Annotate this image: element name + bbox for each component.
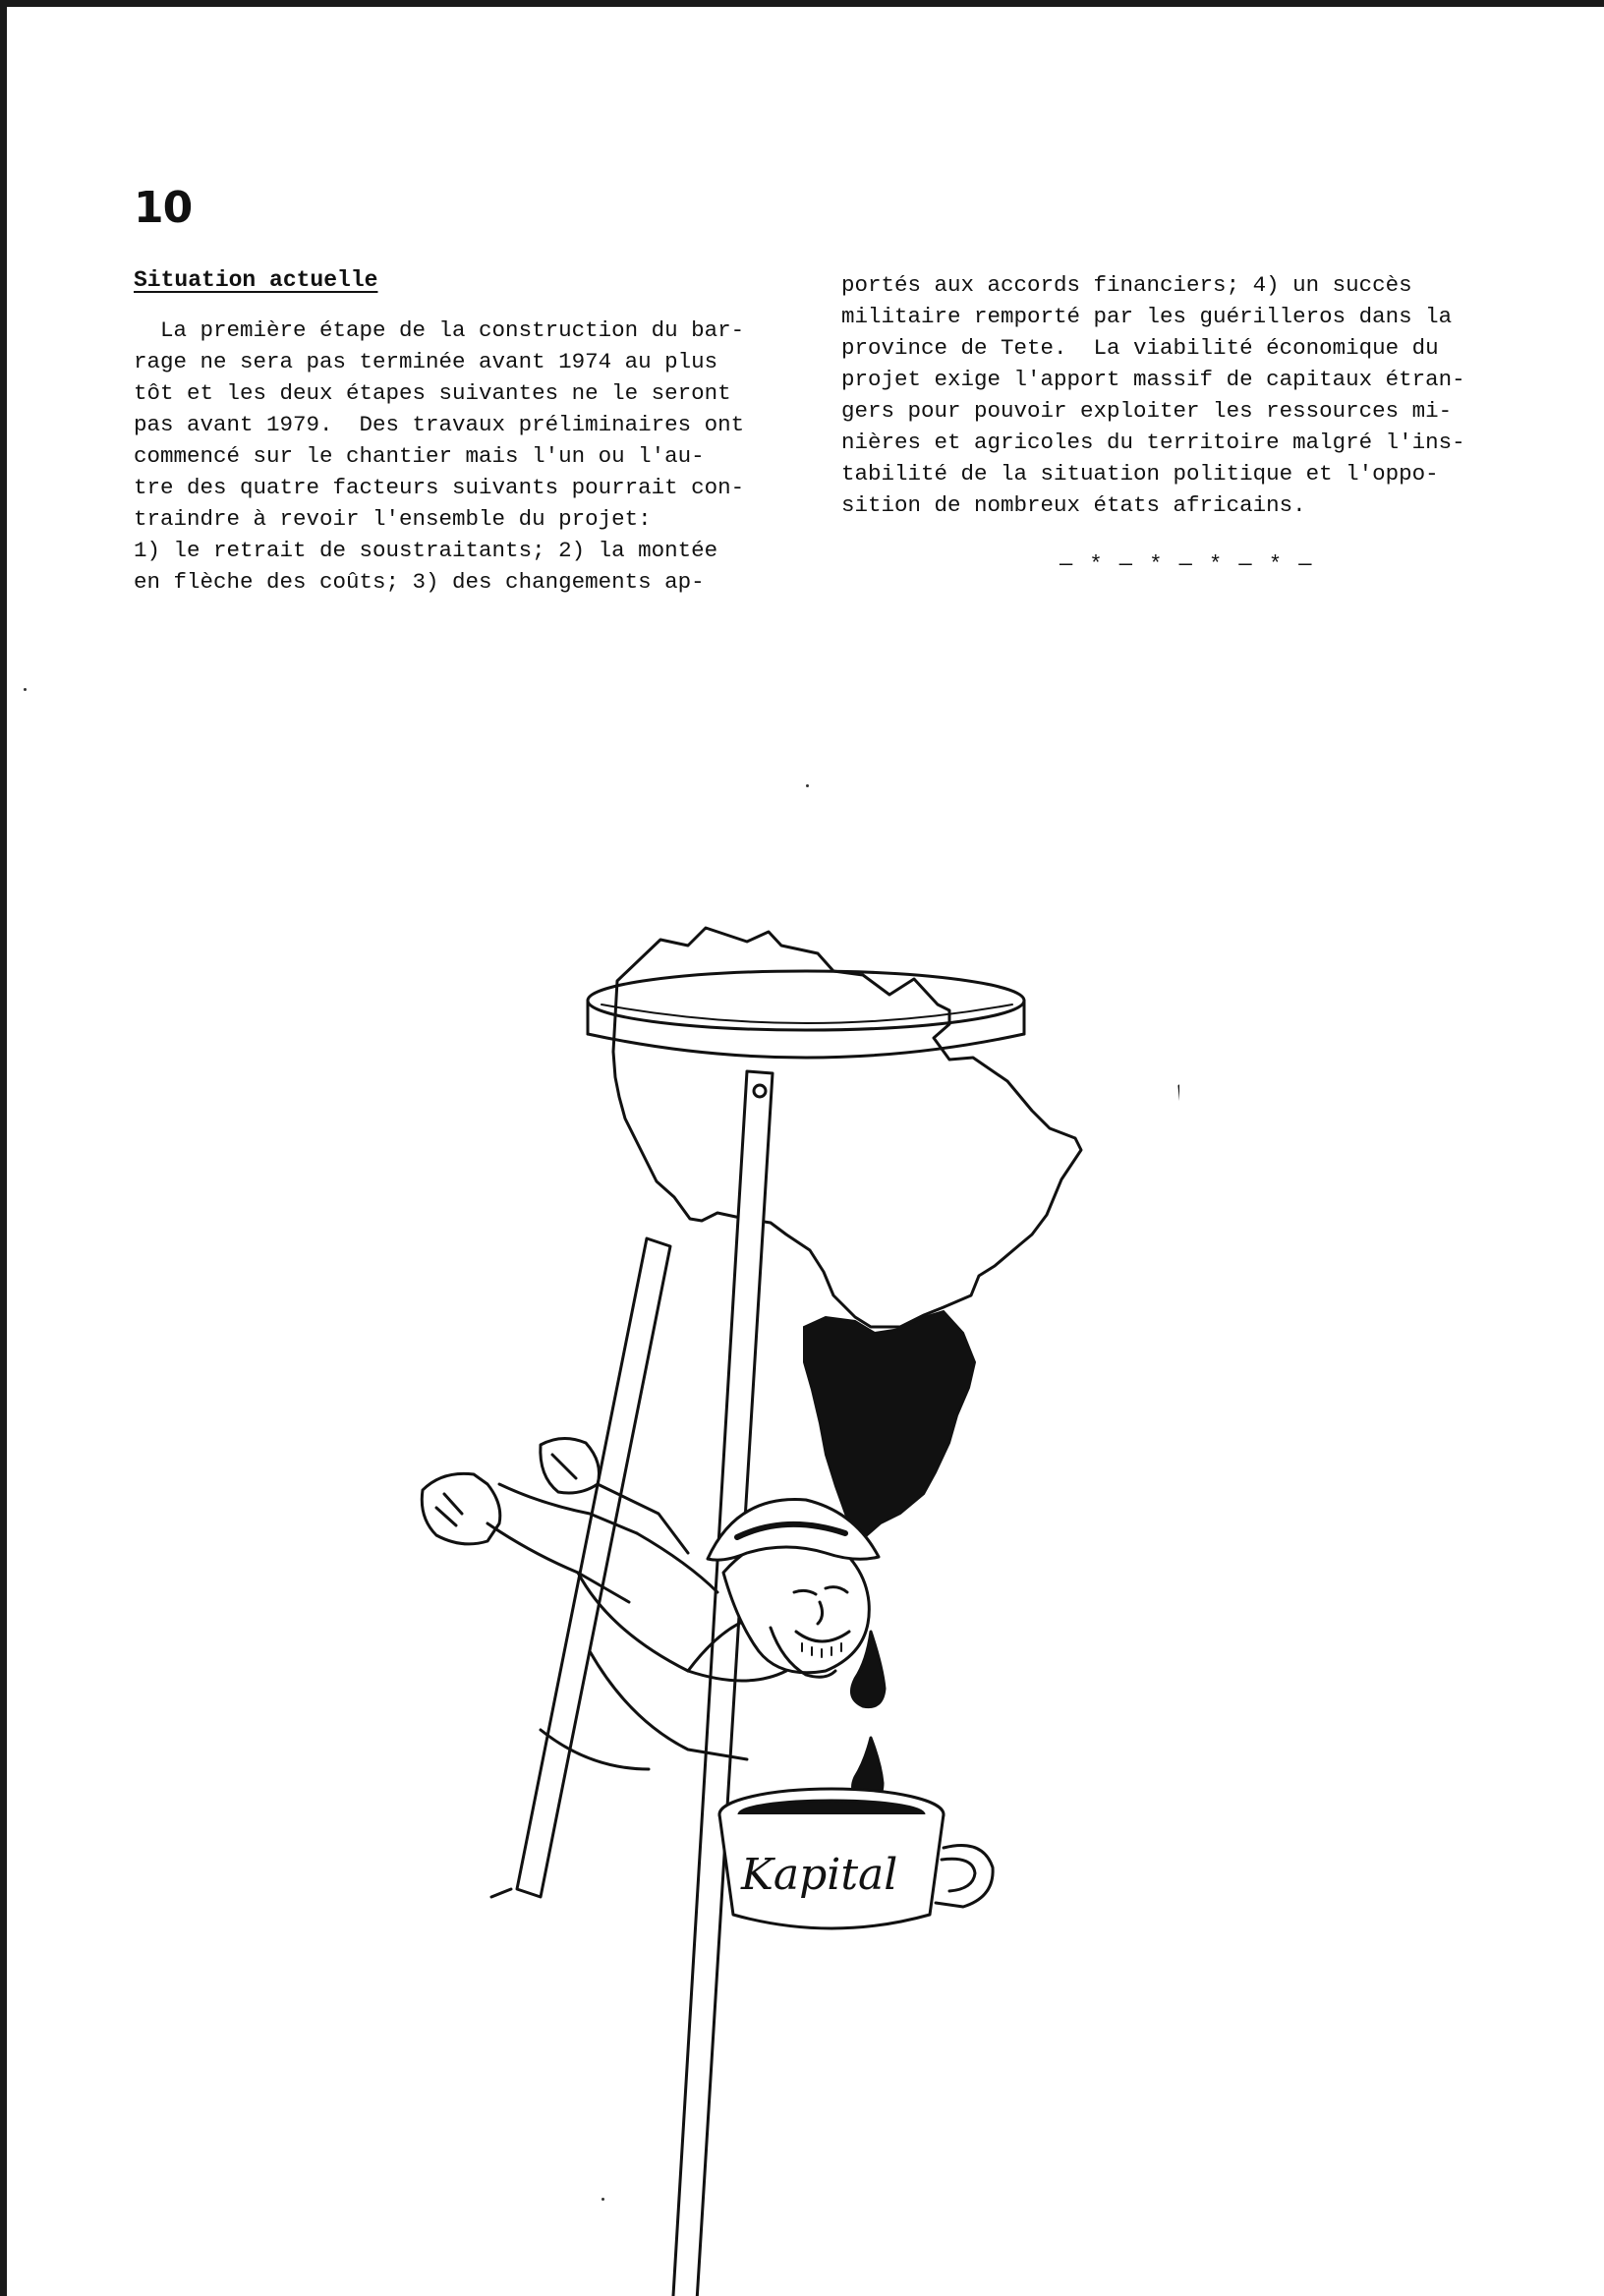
text-line: portés aux accords financiers; 4) un succès [841,272,1412,298]
tripod-front-leg-icon [666,1071,773,2296]
section-separator: — * — * — * — * — [1060,552,1314,577]
cartoon-illustration [393,885,1179,2296]
right-text-column [841,269,1465,521]
text-line: militaire remporté par les guérilleros dans la [841,304,1453,329]
text-line: projet exige l'apport massif de capitaux étran- [841,367,1465,392]
top-border-rule [0,0,1604,7]
text-line: traindre à revoir l'ensemble du projet: [134,506,652,532]
text-line: en flèche des coûts; 3) des changements ap- [134,569,705,595]
text-line: 1) le retrait de soustraitants; 2) la montée [134,538,718,563]
text-line: commencé sur le chantier mais l'un ou l'au- [134,443,705,469]
left-border-rule [0,0,7,2296]
text-line: sition de nombreux états africains. [841,492,1306,518]
text-line: nières et agricoles du territoire malgré l'ins- [841,430,1465,455]
left-text-column [134,315,744,598]
page-number: 10 [134,183,193,233]
text-line: province de Tete. La viabilité économique du [841,335,1439,361]
southern-africa-dark-icon [804,1311,975,1537]
section-heading: Situation actuelle [134,267,378,293]
tripod-left-leg-icon [517,1238,670,1897]
paper-speck [602,2198,604,2201]
text-line: tabilité de la situation politique et l'oppo- [841,461,1439,487]
paper-speck [806,784,809,787]
reclining-man-icon [422,1438,879,1769]
cup-label: Kapital [741,1850,898,1900]
africa-map-icon [613,928,1081,1327]
text-line: La première étape de la construction du bar- [134,317,745,343]
text-line: tre des quatre facteurs suivants pourrait con- [134,475,745,500]
text-line: tôt et les deux étapes suivantes ne le seront [134,380,731,406]
text-line: gers pour pouvoir exploiter les ressources mi- [841,398,1453,424]
cartoon-svg [393,885,1179,2296]
paper-speck [24,688,27,691]
text-line: rage ne sera pas terminée avant 1974 au plus [134,349,718,374]
text-line: pas avant 1979. Des travaux préliminaires ont [134,412,745,437]
